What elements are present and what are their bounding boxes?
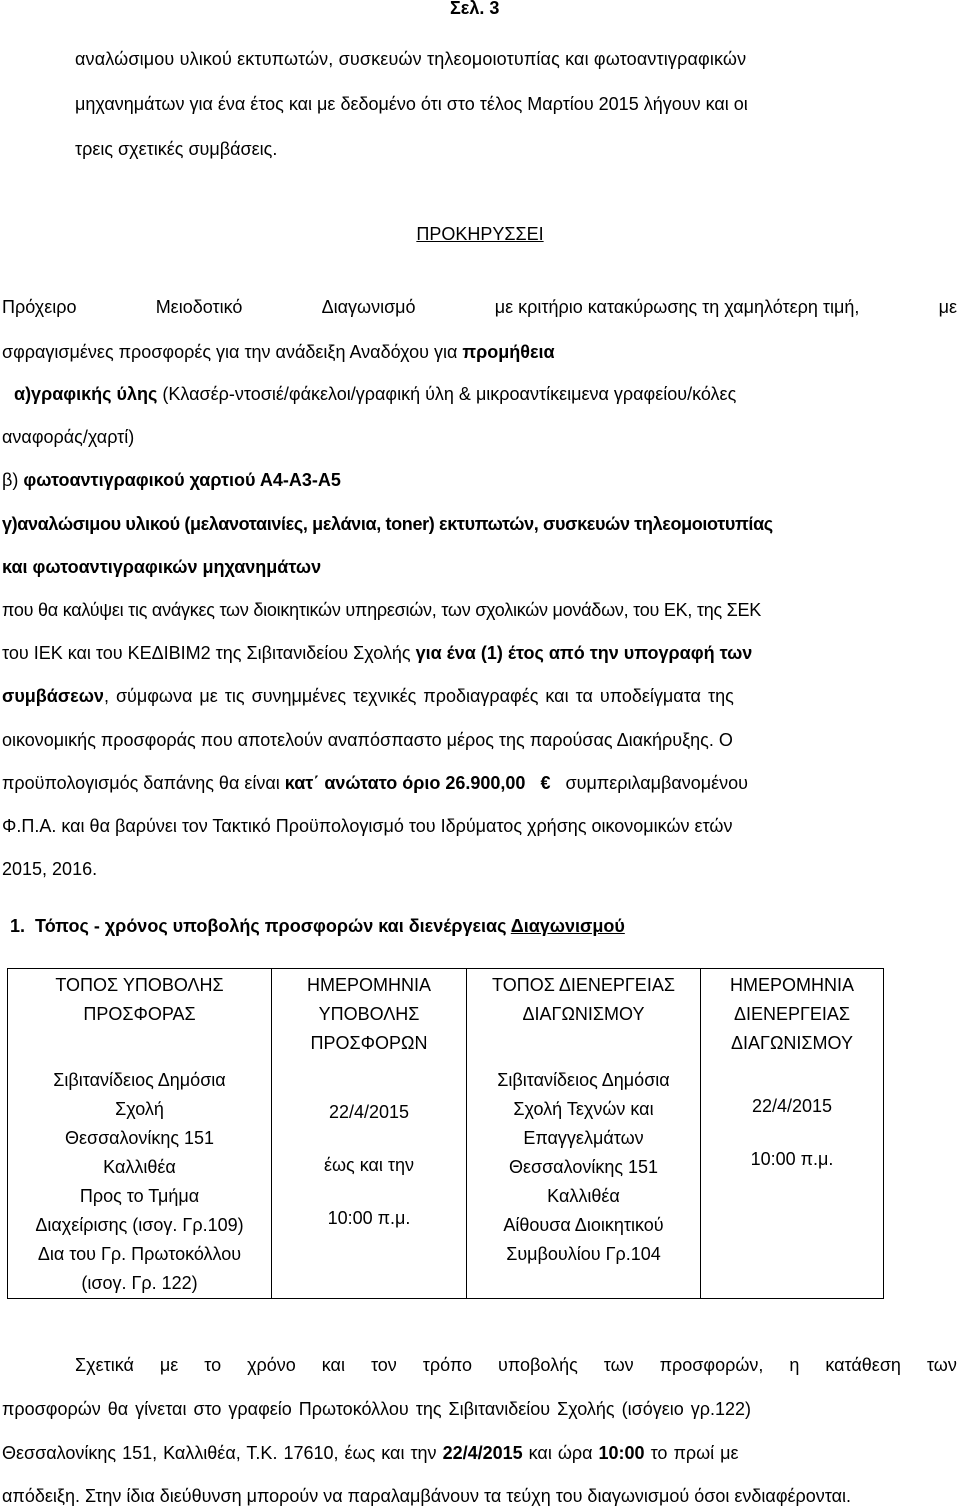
cell-line: Προς το Τμήμα xyxy=(79,1186,200,1206)
item-d-line-2 xyxy=(2,641,752,665)
header-date-submission xyxy=(276,969,462,1058)
text: β) xyxy=(2,470,24,490)
word: τρόπο xyxy=(422,1355,473,1375)
intro-line-1: αναλώσιμου υλικού εκτυπωτών, συσκευών τηλεομοιοτυπίας και φωτοαντιγραφικών xyxy=(75,49,747,69)
intro-line-2: μηχανημάτων για ένα έτος και με δεδομένο ότι στο τέλος Μαρτίου 2015 λήγουν και οι xyxy=(75,94,748,114)
text: και ώρα xyxy=(522,1443,599,1463)
header-line: ΥΠΟΒΟΛΗΣ xyxy=(318,1004,420,1024)
word: των xyxy=(603,1355,634,1375)
text: προϋπολογισμός δαπάνης θα είναι xyxy=(2,773,285,793)
item-d-line-5 xyxy=(2,771,748,795)
section-1-heading xyxy=(10,916,625,937)
text-bold: συμβάσεων xyxy=(2,686,104,706)
header-line: ΔΙΑΓΩΝΙΣΜΟΥ xyxy=(522,1004,645,1024)
text-bold: για ένα (1) έτος από την υπογραφή των xyxy=(415,643,753,663)
header-line: ΤΟΠΟΣ ΔΙΕΝΕΡΓΕΙΑΣ xyxy=(492,975,675,995)
word: το xyxy=(204,1355,222,1375)
cell-line: Σχολή Τεχνών και xyxy=(513,1099,654,1119)
text-bold: φωτοαντιγραφικού χαρτιού Α4-Α3-Α5 xyxy=(23,470,341,490)
text: του ΙΕΚ και του ΚΕΔΙΒΙΜ2 της Σιβιτανιδείου Σχολής xyxy=(2,643,416,663)
word: και xyxy=(321,1355,345,1375)
item-a-line-2: αναφοράς/χαρτί) xyxy=(2,427,135,447)
footer-line-2: προσφορών θα γίνεται στο γραφείο Πρωτοκόλλου της Σιβιτανιδείου Σχολής (ισόγειο γρ.122) xyxy=(2,1399,752,1419)
word: Σχετικά xyxy=(75,1355,134,1375)
cell-body xyxy=(471,1066,696,1269)
cell-line: 22/4/2015 xyxy=(328,1102,410,1122)
item-d-line-3 xyxy=(2,684,734,708)
item-b xyxy=(2,468,341,492)
submission-table xyxy=(7,968,884,1299)
footer-line-3 xyxy=(2,1441,739,1465)
table-cell-date-opening xyxy=(701,969,884,1299)
table-cell-location-submission xyxy=(8,969,272,1299)
word: κατάθεση xyxy=(825,1355,901,1375)
header-location-opening xyxy=(471,969,696,1029)
word: με κριτήριο κατακύρωσης τη χαμηλότερη τιμή, xyxy=(494,297,860,317)
text: το πρωί με xyxy=(644,1443,739,1463)
cell-line: Δια του Γρ. Πρωτοκόλλου xyxy=(37,1244,242,1264)
word: η xyxy=(789,1355,800,1375)
text: Θεσσαλονίκης 151, Καλλιθέα, Τ.Κ. 17610, έως και την xyxy=(2,1443,443,1463)
cell-line: Καλλιθέα xyxy=(547,1186,620,1206)
page-number: Σελ. 3 xyxy=(450,0,500,18)
word: των xyxy=(926,1355,957,1375)
section-title-underlined: Διαγωνισμού xyxy=(510,916,625,936)
word: προσφορών, xyxy=(659,1355,764,1375)
euro-symbol: € xyxy=(540,773,551,793)
footer-line-1 xyxy=(75,1353,957,1377)
cell-line: 10:00 π.μ. xyxy=(327,1208,411,1228)
text: απόδειξη. xyxy=(2,1486,85,1506)
word: χρόνο xyxy=(247,1355,296,1375)
item-d-line-7: 2015, 2016. xyxy=(2,859,98,879)
cell-line: 10:00 π.μ. xyxy=(750,1149,834,1169)
word: Πρόχειρο xyxy=(2,297,77,317)
cell-line: (ισογ. Γρ. 122) xyxy=(81,1273,198,1293)
item-c-line-2: και φωτοαντιγραφικών μηχανημάτων xyxy=(2,557,322,577)
text-bold: 22/4/2015 xyxy=(442,1443,523,1463)
word: με xyxy=(159,1355,179,1375)
word: Διαγωνισμό xyxy=(321,297,416,317)
word: με xyxy=(938,297,957,317)
item-c-line-1: γ)αναλώσιμου υλικού (μελανοταινίες, μελάνια, toner) εκτυπωτών, συσκευών τηλεομοιοτυπίας xyxy=(2,514,773,534)
table-cell-location-opening xyxy=(467,969,701,1299)
cell-line: Σχολή xyxy=(115,1099,164,1119)
text-bold: προμήθεια xyxy=(462,342,555,362)
item-d-line-6: Φ.Π.Α. και θα βαρύνει τον Τακτικό Προϋπολογισμό του Ιδρύματος χρήσης οικονομικών ετών xyxy=(2,816,733,836)
header-line: ΤΟΠΟΣ ΥΠΟΒΟΛΗΣ xyxy=(55,975,224,995)
paragraph-1-line-1 xyxy=(2,295,957,319)
word: υποβολής xyxy=(498,1355,578,1375)
section-title: Τόπος - χρόνος υποβολής προσφορών και διενέργειας xyxy=(35,916,511,936)
header-line: ΠΡΟΣΦΟΡΩΝ xyxy=(310,1033,428,1053)
text-bold: α)γραφικής ύλης xyxy=(14,384,158,404)
text: σφραγισμένες προσφορές για την ανάδειξη Αναδόχου για xyxy=(2,342,463,362)
footer-line-4 xyxy=(2,1484,851,1508)
word: Μειοδοτικό xyxy=(155,297,243,317)
header-location-submission xyxy=(12,969,267,1029)
item-d-line-1: που θα καλύψει τις ανάγκες των διοικητικών υπηρεσιών, των σχολικών μονάδων, του ΕΚ, της ΣΕΚ xyxy=(2,600,762,620)
cell-body xyxy=(705,1080,879,1186)
cell-line: Θεσσαλονίκης 151 xyxy=(508,1157,659,1177)
text: , σύμφωνα με τις συνημμένες τεχνικές προδιαγραφές και τα υποδείγματα της xyxy=(103,686,734,706)
header-line: ΠΡΟΣΦΟΡΑΣ xyxy=(83,1004,196,1024)
text: (Κλασέρ-ντοσιέ/φάκελοι/γραφική ύλη & μικροαντίκειμενα γραφείου/κόλες xyxy=(162,384,737,404)
item-d-line-4: οικονομικής προσφοράς που αποτελούν αναπόσπαστο μέρος της παρούσας Διακήρυξης. Ο xyxy=(2,730,733,750)
cell-line: 22/4/2015 xyxy=(751,1096,833,1116)
header-line: ΔΙΑΓΩΝΙΣΜΟΥ xyxy=(731,1033,853,1053)
cell-line: Σιβιτανίδειος Δημόσια xyxy=(497,1070,670,1090)
cell-line: Σιβιτανίδειος Δημόσια xyxy=(53,1070,226,1090)
text: Στην ίδια διεύθυνση μπορούν να παραλαμβάνουν τα τεύχη του διαγωνισμού όσοι ενδιαφέρονται. xyxy=(84,1486,852,1506)
cell-line: Διαχείρισης (ισογ. Γρ.109) xyxy=(35,1215,244,1235)
header-line: ΗΜΕΡΟΜΗΝΙΑ xyxy=(306,975,431,995)
cell-line: Επαγγελμάτων xyxy=(523,1128,644,1148)
cell-line: έως και την xyxy=(323,1155,415,1175)
paragraph-1-line-2 xyxy=(2,340,555,364)
section-number: 1. xyxy=(10,916,26,936)
header-line: ΗΜΕΡΟΜΗΝΙΑ xyxy=(729,975,854,995)
intro-line-3: τρεις σχετικές συμβάσεις. xyxy=(75,139,278,159)
cell-line: Θεσσαλονίκης 151 xyxy=(64,1128,215,1148)
cell-body xyxy=(12,1066,267,1298)
item-a-line-1 xyxy=(14,382,736,406)
cell-line: Συμβουλίου Γρ.104 xyxy=(506,1244,661,1264)
cell-line: Καλλιθέα xyxy=(103,1157,176,1177)
cell-line: Αίθουσα Διοικητικού xyxy=(503,1215,664,1235)
text-bold: κατ΄ ανώτατο όριο 26.900,00 xyxy=(284,773,526,793)
header-date-opening xyxy=(705,969,879,1058)
word: τον xyxy=(370,1355,397,1375)
cell-body xyxy=(276,1086,462,1245)
proclamation-heading: ΠΡΟΚΗΡΥΣΣΕΙ xyxy=(416,224,544,244)
header-line: ΔΙΕΝΕΡΓΕΙΑΣ xyxy=(733,1004,851,1024)
text-bold: 10:00 xyxy=(598,1443,645,1463)
text: συμπεριλαμβανομένου xyxy=(565,773,749,793)
table-cell-date-submission xyxy=(272,969,467,1299)
